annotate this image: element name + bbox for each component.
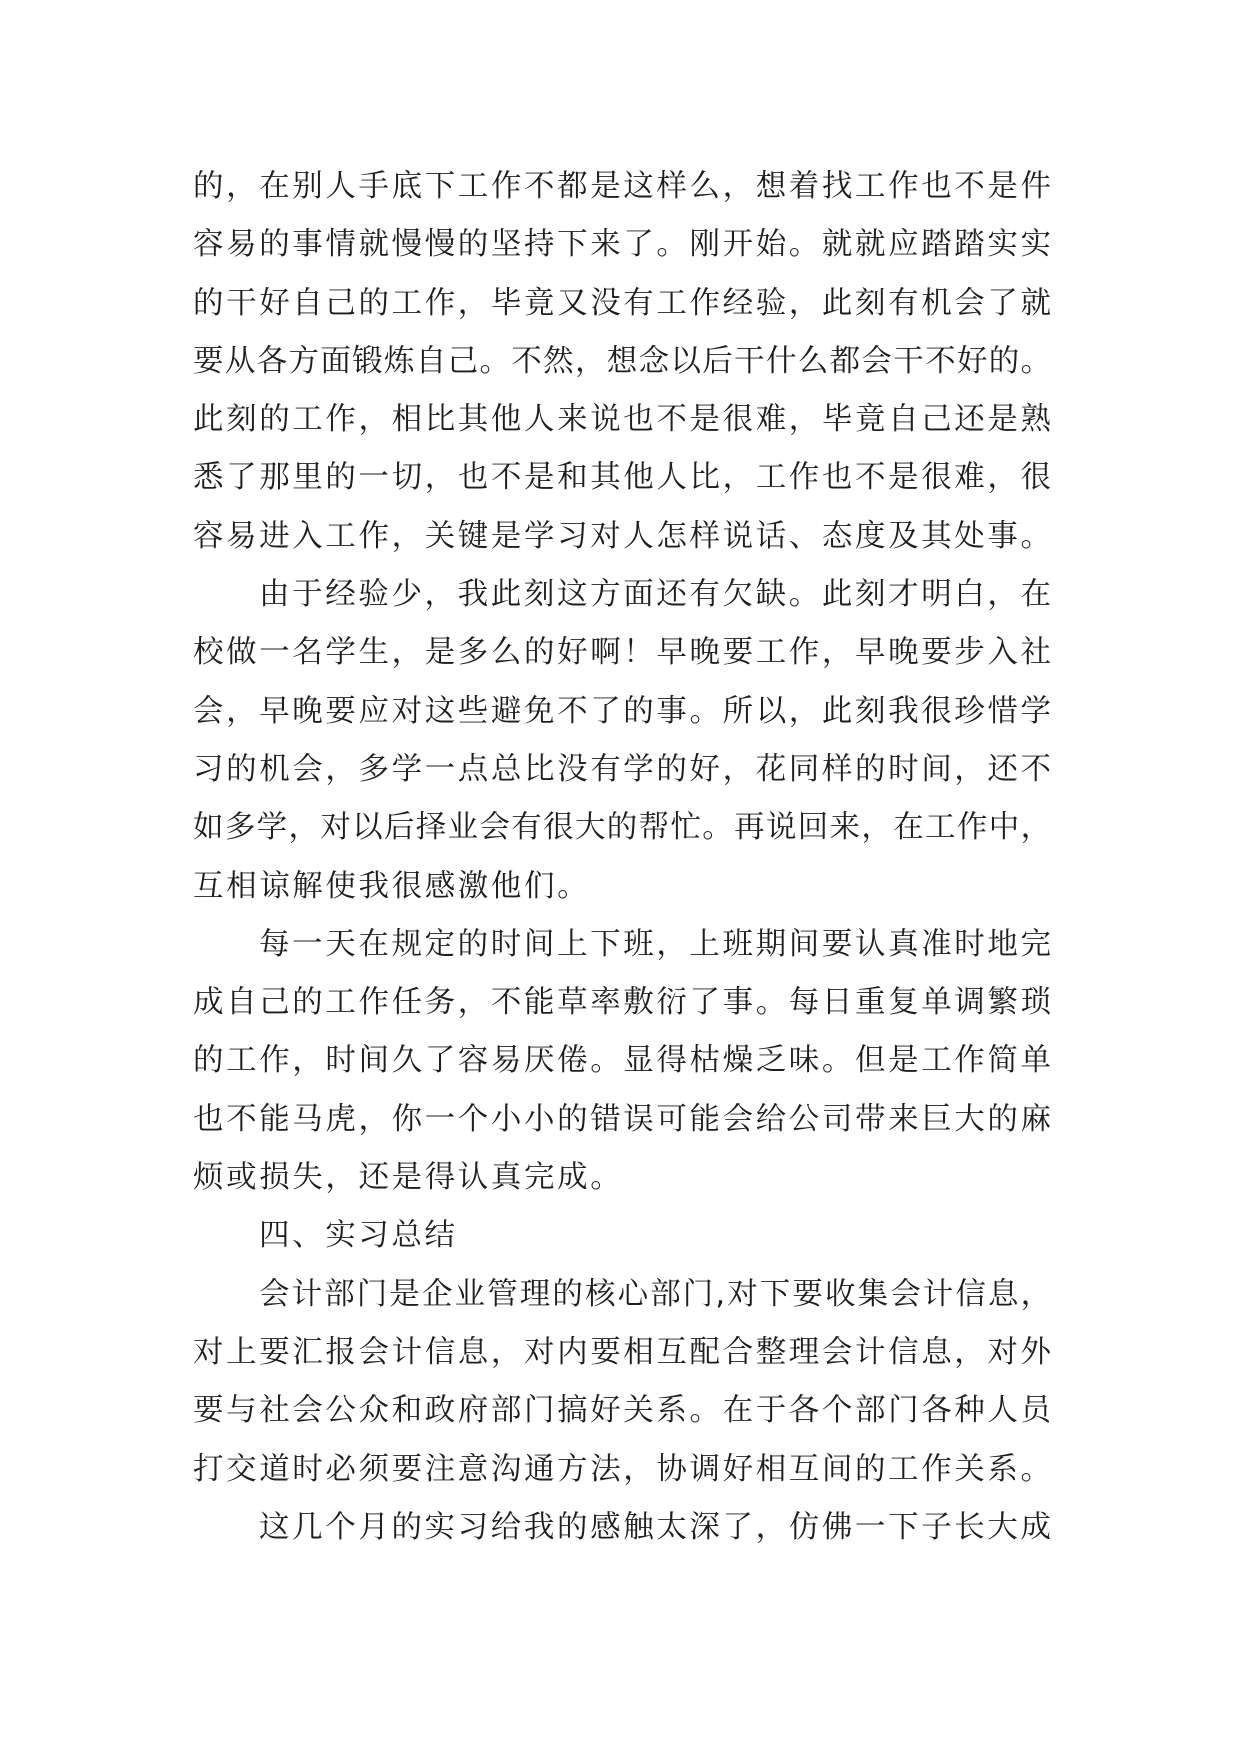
text-line-content: 对上要汇报会计信息，对内要相互配合整理会计信息，对外 <box>193 1334 1054 1370</box>
text-line-content: 习的机会，多学一点总比没有学的好，花同样的时间，还不 <box>193 751 1054 787</box>
text-line <box>0 624 1241 682</box>
section-heading <box>0 1207 1241 1265</box>
text-line-content: 容易进入工作，关键是学习对人怎样说话、态度及其处事。 <box>193 518 1054 554</box>
document-body <box>0 158 1241 1557</box>
text-line-content: 每一天在规定的时间上下班，上班期间要认真准时地完 <box>259 926 1054 962</box>
text-line-content: 的干好自己的工作，毕竟又没有工作经验，此刻有机会了就 <box>193 285 1054 321</box>
text-line-content: 会，早晚要应对这些避免不了的事。所以，此刻我很珍惜学 <box>193 693 1054 729</box>
text-line-content: 如多学，对以后择业会有很大的帮忙。再说回来，在工作中， <box>193 810 1053 846</box>
text-line-content: 成自己的工作任务，不能草率敷衍了事。每日重复单调繁琐 <box>193 985 1054 1021</box>
text-line <box>0 1149 1241 1207</box>
text-line <box>0 1091 1241 1149</box>
text-line <box>0 158 1241 216</box>
text-line-content: 要与社会公众和政府部门搞好关系。在于各个部门各种人员 <box>193 1393 1054 1429</box>
text-line-content: 的工作，时间久了容易厌倦。显得枯燥乏味。但是工作简单 <box>193 1043 1054 1079</box>
paragraph-first-line <box>0 566 1241 624</box>
text-line-content: 打交道时必须要注意沟通方法，协调好相互间的工作关系。 <box>193 1451 1054 1487</box>
text-line-content: 由于经验少，我此刻这方面还有欠缺。此刻才明白，在 <box>259 577 1054 613</box>
text-line-content: 此刻的工作，相比其他人来说也不是很难，毕竟自己还是熟 <box>193 402 1054 438</box>
text-line <box>0 216 1241 274</box>
section-heading-text: 四、实习总结 <box>259 1218 458 1254</box>
text-line <box>0 391 1241 449</box>
text-line-content: 校做一名学生，是多么的好啊！早晚要工作，早晚要步入社 <box>193 635 1054 671</box>
text-line-content: 容易的事情就慢慢的坚持下来了。刚开始。就就应踏踏实实 <box>193 227 1054 263</box>
text-line <box>0 799 1241 857</box>
text-line <box>0 333 1241 391</box>
text-line-content: 要从各方面锻炼自己。不然，想念以后干什么都会干不好的。 <box>193 343 1053 379</box>
text-line <box>0 508 1241 566</box>
text-line <box>0 974 1241 1032</box>
text-line-content: 这几个月的实习给我的感触太深了，仿佛一下子长大成 <box>259 1509 1054 1545</box>
text-line-content: 的，在别人手底下工作不都是这样么，想着找工作也不是件 <box>193 169 1054 204</box>
text-line <box>0 449 1241 507</box>
paragraph-first-line <box>0 916 1241 974</box>
paragraph-first-line <box>0 1266 1241 1324</box>
text-line <box>0 275 1241 333</box>
text-line <box>0 1032 1241 1090</box>
paragraph-first-line <box>0 1499 1241 1557</box>
text-line <box>0 1382 1241 1440</box>
text-line <box>0 1441 1241 1499</box>
text-line <box>0 1324 1241 1382</box>
text-line-content: 互相谅解使我很感激他们。 <box>193 868 591 904</box>
text-line <box>0 683 1241 741</box>
text-line <box>0 741 1241 799</box>
text-line-content: 也不能马虎，你一个小小的错误可能会给公司带来巨大的麻 <box>193 1101 1054 1137</box>
text-line-content: 悉了那里的一切，也不是和其他人比，工作也不是很难，很 <box>193 460 1054 496</box>
text-line-content: 会计部门是企业管理的核心部门,对下要收集会计信息， <box>259 1276 1054 1312</box>
text-line <box>0 858 1241 916</box>
text-line-content: 烦或损失，还是得认真完成。 <box>193 1160 624 1196</box>
